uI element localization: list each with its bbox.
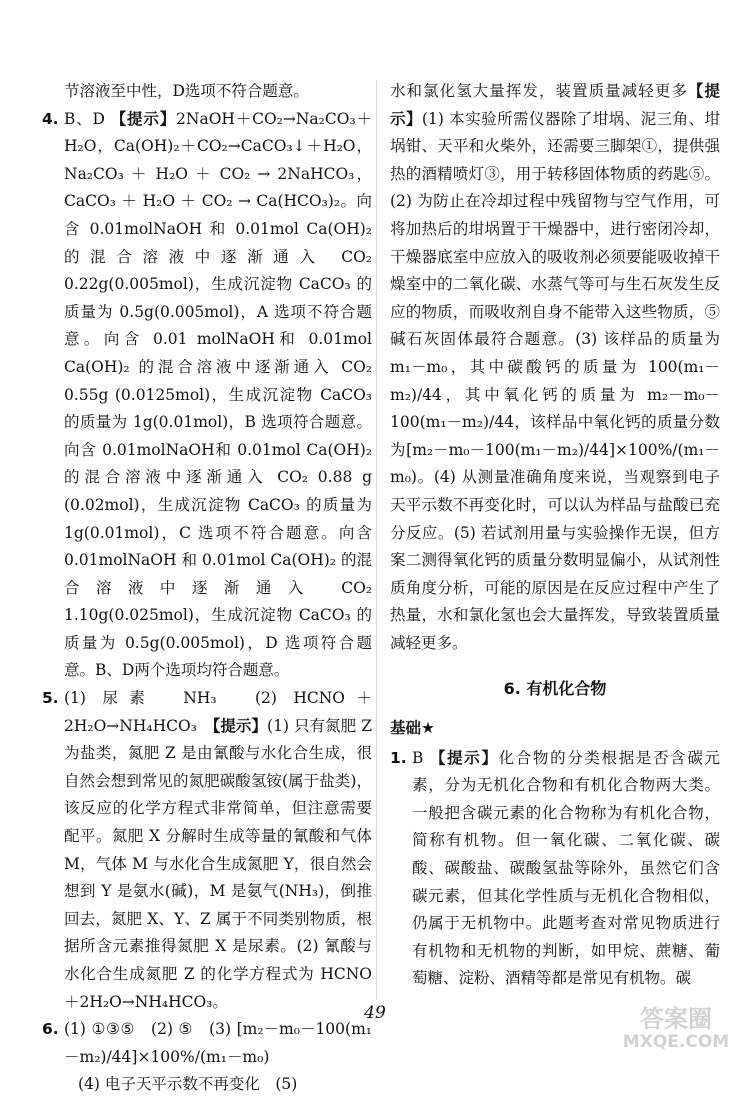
question-5 [42,685,372,1016]
question-5-text: (1) 只有氮肥 Z 为盐类，氮肥 Z 是由氰酸与水化合生成，很自然会想到常见的氮肥碳酸氢铵(属于盐类)，该反应的化学方程式非常简单，但注意需要配平。氮肥 X 分解时生成等量的氰酸和气体 M，气体 M 与水化合生成氮肥 Y，很自然会想到 Y 是氨水(碱)，M 是氨气(NH₃)，倒推回去，氮肥 X、Y、Z 属于不同类别物质，根据所含元素推得氮肥 X 是尿素。(2) 氰酸与水化合生成氮肥 Z 的化学方程式为 HCNO＋2H₂O→NH₄HCO₃。 [64,716,372,1011]
question-4-answer: B、D [64,109,105,128]
right-column [390,78,720,993]
watermark-bottom-text: MXQE.COM [622,1032,730,1052]
question-5-answer: (1) 尿素 NH₃ (2) HCNO＋2H₂O→NH₄HCO₃ [64,689,372,735]
question-6-line-1: (1) ①③⑤ (2) ⑤ (3) [m₂－m₀－100(m₁－m₂)/44]×100%/(m₁－m₀) [64,1020,372,1066]
question-1-answer: B [412,748,424,767]
question-6-hint-label: 【提示】 [390,82,720,128]
section-title: 6. 有机化合物 [503,679,607,699]
question-6-hint-text: (1) 本实验所需仪器除了坩埚、泥三角、坩埚钳、天平和火柴外，还需要三脚架①，提供强热的酒精喷灯③，用于转移固体物质的药匙⑤。(2) 为防止在冷却过程中残留物与空气作用，可将加热后的坩埚置于干燥器中，进行密闭冷却，干燥器底室中应放入的吸收剂必须要能吸收掉干燥室中的二氧化碳、水蒸气等可与生石灰发生反应的物质，而吸收剂自身不能带入这些物质，⑤碱石灰固体最符合题意。(3) 该样品的质量为 m₁－m₀，其中碳酸钙的质量为 100(m₁－m₂)/44，其中氧化钙的质量为 m₂－m₀－100(m₁－m₂)/44，该样品中氧化钙的质量分数为[m₂－m₀－100(m₁－m₂)/44]×100%/(m₁－m₀)。(4) 从测量准确角度来说，当观察到电子天平示数不再变化时，可以认为样品与盐酸已充分反应。(5) 若试剂用量与实验操作无误，但方案二测得氧化钙的质量分数明显偏小，从试剂性质角度分析，可能的原因是在反应过程中产生了热量，水和氯化氢也会大量挥发，导致装置质量减轻更多。 [390,109,720,652]
question-4-number: 4. [42,109,59,128]
question-1-hint-label: 【提示】 [429,748,499,767]
question-1-number: 1. [390,748,407,767]
site-watermark-logo [612,1001,740,1053]
intro-line: 节溶液至中性，D选项不符合题意。 [64,82,309,100]
left-column [42,78,372,1099]
question-4-hint-label: 【提示】 [110,109,177,128]
level-label: 基础★ [390,719,435,738]
watermark-top-text: 答案圈 [640,1005,712,1033]
question-4-text: 2NaOH＋CO₂→Na₂CO₃＋H₂O，Ca(OH)₂＋CO₂→CaCO₃↓＋H₂O，Na₂CO₃ ＋ H₂O ＋ CO₂ → 2NaHCO₃，CaCO₃ ＋ H₂O ＋ CO₂ → Ca(HCO₃)₂。向含 0.01molNaOH 和 0.01mol Ca(OH)₂ 的混合溶液中逐渐通入 CO₂ 0.22g(0.005mol)，生成沉淀物 CaCO₃ 的质量为 0.5g(0.005mol)，A 选项不符合题意。向含 0.01 molNaOH和 0.01mol Ca(OH)₂ 的混合溶液中逐渐通入 CO₂ 0.55g (0.0125mol)，生成沉淀物 CaCO₃ 的质量为 1g(0.01mol)，B 选项符合题意。向含 0.01molNaOH和 0.01mol Ca(OH)₂ 的混合溶液中逐渐通入 CO₂ 0.88 g (0.02mol)，生成沉淀物 CaCO₃ 的质量为 1g(0.01mol)，C 选项不符合题意。向含 0.01molNaOH 和 0.01mol Ca(OH)₂ 的混合溶液中逐渐通入 CO₂ 1.10g(0.025mol)，生成沉淀物 CaCO₃ 的质量为 0.5g(0.005mol)，D 选项符合题意。B、D两个选项均符合题意。 [64,109,372,680]
question-5-hint-label: 【提示】 [212,716,268,735]
question-6-continued [390,78,720,657]
question-6-line-2: (4) 电子天平示数不再变化 (5) [78,1075,298,1094]
question-4 [42,106,372,685]
question-1 [390,745,720,993]
question-5-number: 5. [42,689,59,708]
question-6 [42,1016,372,1071]
question-6-number: 6. [42,1020,59,1039]
question-1-text: 化合物的分类根据是否含碳元素，分为无机化合物和有机化合物两大类。一般把含碳元素的化合物称为有机化合物，简称有机物。但一氧化碳、二氧化碳、碳酸、碳酸盐、碳酸氢盐等除外，虽然它们含碳元素，但其化学性质与无机化合物相似，仍属于无机物中。此题考查对常见物质进行有机物和无机物的判断，如甲烷、蔗糖、葡萄糖、淀粉、酒精等都是常见有机物。碳 [412,748,720,988]
column-divider [376,80,377,1000]
question-6-continued-text: 水和氯化氢大量挥发，装置质量减轻更多 [390,82,688,100]
page-number: 49 [364,1003,386,1023]
